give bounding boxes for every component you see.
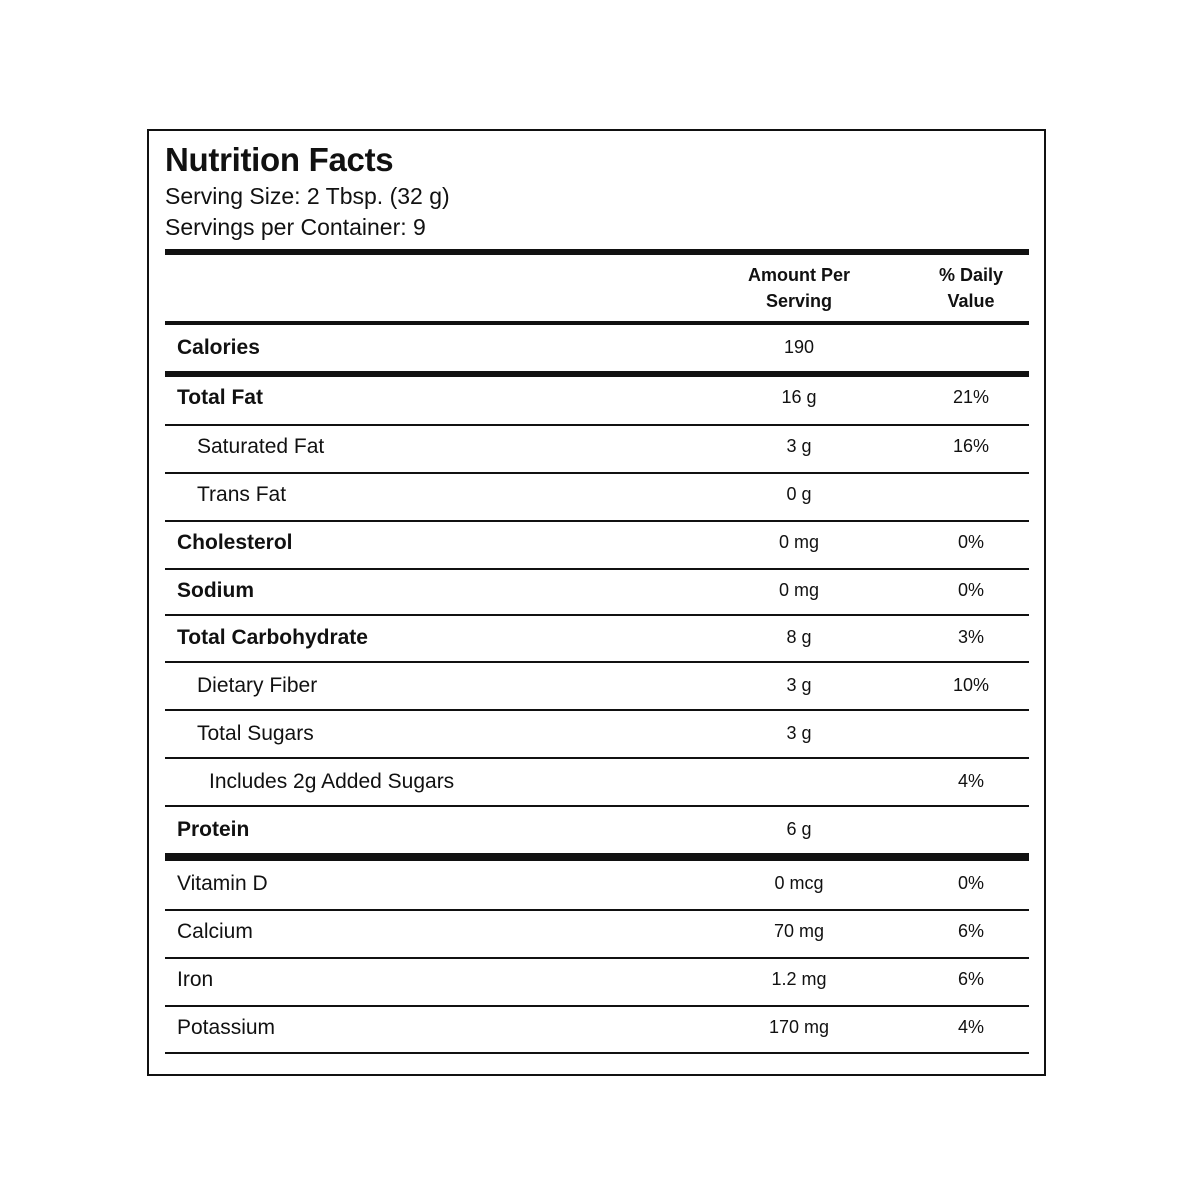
row-protein — [165, 806, 1029, 854]
nutrient-amount: 70 mg — [773, 921, 825, 941]
nutrient-amount: 170 mg — [768, 1017, 830, 1037]
nutrient-daily-value: 10% — [952, 675, 990, 695]
nutrient-name: Potassium — [177, 1016, 276, 1039]
nutrient-amount: 0 mg — [778, 580, 820, 600]
label-title: Nutrition Facts — [165, 141, 394, 178]
nutrient-daily-value: 3% — [957, 627, 984, 647]
row-total-carbohydrate — [165, 614, 1029, 662]
nutrient-amount: 0 mcg — [774, 873, 824, 893]
nutrient-amount: 1.2 mg — [771, 969, 827, 989]
column-header-amount-line1: Amount Per — [747, 265, 850, 285]
header-rule — [165, 249, 1029, 255]
nutrient-name: Calcium — [177, 920, 253, 943]
row-dietary-fiber — [165, 662, 1029, 710]
nutrient-name: Vitamin D — [177, 872, 268, 895]
row-sodium — [165, 567, 1029, 615]
row-iron — [165, 956, 1029, 1004]
nutrient-name: Trans Fat — [197, 483, 287, 506]
nutrient-daily-value: 6% — [957, 969, 984, 989]
nutrient-amount — [719, 758, 879, 806]
nutrient-name: Includes 2g Added Sugars — [209, 770, 455, 793]
nutrient-name: Dietary Fiber — [197, 674, 318, 697]
row-trans-fat — [165, 471, 1029, 519]
serving-size: Serving Size: 2 Tbsp. (32 g) — [165, 183, 450, 209]
nutrient-amount: 8 g — [786, 627, 812, 647]
row-total-fat — [165, 374, 1029, 422]
nutrient-daily-value: 6% — [957, 921, 984, 941]
row-calories — [165, 324, 1029, 372]
column-header-daily-value — [911, 262, 1031, 314]
nutrient-name: Saturated Fat — [197, 435, 325, 458]
nutrient-amount: 190 — [783, 337, 815, 357]
nutrient-daily-value — [911, 710, 1031, 758]
column-header-amount-line2: Serving — [765, 291, 833, 311]
nutrient-amount: 16 g — [781, 387, 817, 407]
nutrient-name: Protein — [177, 818, 250, 841]
nutrient-daily-value — [911, 324, 1031, 372]
row-divider — [165, 1052, 1029, 1054]
row-cholesterol — [165, 519, 1029, 567]
nutrient-name: Calories — [177, 336, 260, 359]
nutrition-facts-label — [147, 129, 1046, 1076]
nutrient-name: Cholesterol — [177, 531, 293, 554]
nutrient-amount: 0 mg — [778, 532, 820, 552]
row-vitamin-d — [165, 860, 1029, 908]
nutrient-daily-value: 16% — [952, 436, 990, 456]
nutrient-amount: 3 g — [786, 436, 812, 456]
nutrient-name: Sodium — [177, 579, 254, 602]
row-added-sugars — [165, 758, 1029, 806]
nutrient-daily-value: 21% — [952, 387, 990, 407]
nutrient-name: Total Fat — [177, 386, 263, 409]
column-header-dv-line1: % Daily — [938, 265, 1004, 285]
nutrient-daily-value: 0% — [957, 580, 984, 600]
nutrient-daily-value — [911, 806, 1031, 854]
nutrient-name: Total Carbohydrate — [177, 626, 368, 649]
row-calcium — [165, 908, 1029, 956]
nutrient-amount: 3 g — [786, 723, 812, 743]
nutrient-name: Iron — [177, 968, 214, 991]
servings-per-container: Servings per Container: 9 — [165, 214, 426, 240]
nutrient-amount: 3 g — [786, 675, 812, 695]
nutrient-amount: 0 g — [786, 484, 812, 504]
nutrient-daily-value: 4% — [957, 771, 984, 791]
row-saturated-fat — [165, 423, 1029, 471]
nutrient-daily-value: 0% — [957, 873, 984, 893]
nutrient-name: Total Sugars — [197, 722, 314, 745]
nutrient-daily-value: 4% — [957, 1017, 984, 1037]
column-header-dv-line2: Value — [947, 291, 995, 311]
row-total-sugars — [165, 710, 1029, 758]
nutrient-amount: 6 g — [786, 819, 812, 839]
nutrient-daily-value: 0% — [957, 532, 984, 552]
column-header-amount — [719, 262, 879, 314]
row-potassium — [165, 1004, 1029, 1052]
nutrient-daily-value — [911, 471, 1031, 519]
